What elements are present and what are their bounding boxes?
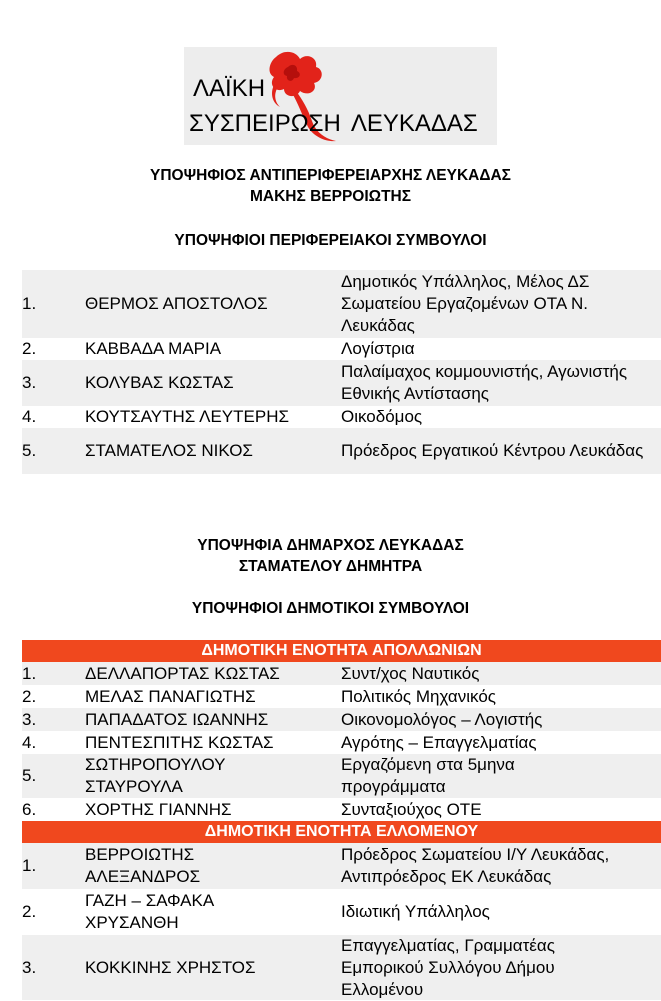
table-row	[22, 843, 661, 889]
candidate-description: Πολιτικός Μηχανικός	[341, 686, 496, 706]
row-number: 3.	[22, 709, 37, 729]
candidate-name: ΒΕΡΡΟΙΩΤΗΣ ΑΛΕΞΑΝΔΡΟΣ	[85, 845, 201, 886]
row-number: 1.	[22, 294, 37, 313]
candidate-description: Εργαζόμενη στα 5μηνα προγράμματα	[341, 755, 515, 796]
candidate-name: ΚΟΚΚΙΝΗΣ ΧΡΗΣΤΟΣ	[85, 957, 256, 977]
table-row	[22, 406, 661, 428]
candidate-name: ΘΕΡΜΟΣ ΑΠΟΣΤΟΛΟΣ	[85, 294, 268, 313]
row-number: 5.	[22, 766, 37, 785]
regional-heading-candidate: ΜΑΚΗΣ ΒΕΡΡΟΙΩΤΗΣ	[249, 188, 412, 205]
candidate-name: ΠΕΝΤΕΣΠΙΤΗΣ ΚΩΣΤΑΣ	[85, 732, 274, 752]
candidate-description: Ιδιωτική Υπάλληλος	[341, 902, 490, 921]
candidate-description: Παλαίμαχος κομμουνιστής, Αγωνιστής Εθνικής Αντίστασης	[341, 362, 628, 403]
candidate-description: Πρόεδρος Εργατικού Κέντρου Λευκάδας	[341, 441, 644, 460]
table-row	[22, 935, 661, 1000]
logo-line2a: ΣΥΣΠΕΙΡΩΣΗ	[189, 110, 341, 137]
candidate-name: ΠΑΠΑΔΑΤΟΣ ΙΩΑΝΝΗΣ	[85, 709, 269, 729]
candidate-name: ΜΕΛΑΣ ΠΑΝΑΓΙΩΤΗΣ	[85, 686, 256, 706]
row-number: 1.	[22, 663, 37, 683]
logo-line2b: ΛΕΥΚΑΔΑΣ	[350, 110, 478, 137]
row-number: 4.	[22, 407, 37, 426]
table-row	[22, 662, 661, 685]
candidate-description: Επαγγελματίας, Γραμματέας Εμπορικού Συλλόγου Δήμου Ελλομένου	[341, 935, 555, 999]
municipal-heading-councillors: ΥΠΟΨΗΦΙΟΙ ΔΗΜΟΤΙΚΟΙ ΣΥΜΒΟΥΛΟΙ	[191, 600, 470, 617]
table-row	[22, 360, 661, 406]
logo-line1: ΛΑΪΚΗ	[193, 75, 266, 102]
row-number: 4.	[22, 732, 37, 752]
candidate-name: ΚΟΥΤΣΑΥΤΗΣ ΛΕΥΤΕΡΗΣ	[85, 407, 289, 426]
candidate-description: Λογίστρια	[341, 339, 415, 358]
party-logo	[184, 47, 497, 145]
table-row	[22, 338, 661, 360]
section-header-ellomenou: ΔΗΜΟΤΙΚΗ ΕΝΟΤΗΤΑ ΕΛΛΟΜΕΝΟΥ	[22, 821, 661, 843]
candidate-name: ΣΤΑΜΑΤΕΛΟΣ ΝΙΚΟΣ	[85, 441, 253, 460]
candidate-description: Αγρότης – Επαγγελματίας	[341, 732, 537, 752]
table-row	[22, 685, 661, 708]
row-number: 2.	[22, 339, 37, 358]
candidate-name: ΓΑΖΗ – ΣΑΦΑΚΑ ΧΡΥΣΑΝΘΗ	[85, 891, 214, 932]
regional-heading-councillors: ΥΠΟΨΗΦΙΟΙ ΠΕΡΙΦΕΡΕΙΑΚΟΙ ΣΥΜΒΟΥΛΟΙ	[174, 232, 487, 249]
candidate-name: ΔΕΛΛΑΠΟΡΤΑΣ ΚΩΣΤΑΣ	[85, 663, 280, 683]
candidate-description: Πρόεδρος Σωματείου Ι/Υ Λευκάδας, Αντιπρόεδρος ΕΚ Λευκάδας	[341, 845, 610, 886]
candidate-description: Οικοδόμος	[341, 407, 423, 426]
candidate-description: Συνταξιούχος ΟΤΕ	[341, 799, 482, 819]
table-row	[22, 731, 661, 754]
municipal-heading-candidate: ΣΤΑΜΑΤΕΛΟΥ ΔΗΜΗΤΡΑ	[238, 558, 423, 575]
candidate-name: ΣΩΤΗΡΟΠΟΥΛΟΥ ΣΤΑΥΡΟΥΛΑ	[85, 755, 226, 796]
table-row	[22, 798, 661, 821]
candidate-description: Οικονομολόγος – Λογιστής	[341, 709, 543, 729]
regional-heading-title: ΥΠΟΨΗΦΙΟΣ ΑΝΤΙΠΕΡΙΦΕΡΕΙΑΡΧΗΣ ΛΕΥΚΑΔΑΣ	[150, 167, 511, 184]
row-number: 1.	[22, 856, 37, 875]
candidate-description: Συντ/χος Ναυτικός	[341, 663, 480, 683]
candidate-name: ΧΟΡΤΗΣ ΓΙΑΝΝΗΣ	[85, 799, 232, 819]
row-number: 2.	[22, 686, 37, 706]
candidate-name: ΚΟΛΥΒΑΣ ΚΩΣΤΑΣ	[85, 373, 234, 392]
candidate-name: ΚΑΒΒΑΔΑ ΜΑΡΙΑ	[85, 339, 222, 358]
row-number: 3.	[22, 373, 37, 392]
municipal-heading-title: ΥΠΟΨΗΦΙΑ ΔΗΜΑΡΧΟΣ ΛΕΥΚΑΔΑΣ	[197, 537, 464, 554]
row-number: 3.	[22, 957, 37, 977]
candidate-description: Δημοτικός Υπάλληλος, Μέλος ΔΣ Σωματείου Εργαζομένων ΟΤΑ Ν. Λευκάδας	[341, 272, 590, 335]
table-row	[22, 708, 661, 731]
table-row	[22, 754, 661, 798]
table-row	[22, 889, 661, 935]
row-number: 2.	[22, 902, 37, 921]
row-number: 5.	[22, 441, 37, 460]
table-row	[22, 270, 661, 338]
row-number: 6.	[22, 799, 37, 819]
section-header-apollonion: ΔΗΜΟΤΙΚΗ ΕΝΟΤΗΤΑ ΑΠΟΛΛΩΝΙΩΝ	[22, 640, 661, 662]
table-row	[22, 428, 661, 474]
logo-line2	[189, 110, 478, 138]
